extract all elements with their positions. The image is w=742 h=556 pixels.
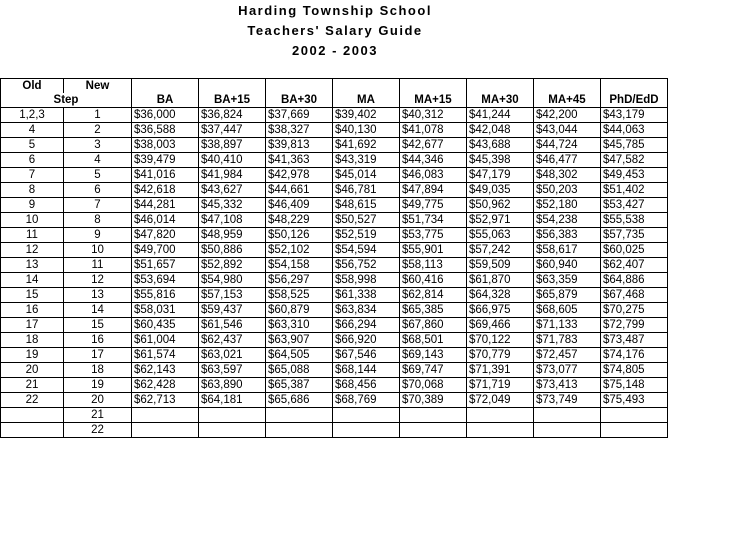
salary-cell: $50,203 <box>534 183 601 198</box>
salary-cell: $53,775 <box>400 228 467 243</box>
salary-cell: $47,820 <box>132 228 199 243</box>
salary-cell: $63,359 <box>534 273 601 288</box>
salary-cell: $68,144 <box>333 363 400 378</box>
new-step-cell: 15 <box>64 318 132 333</box>
header-blank <box>601 79 668 94</box>
new-step-cell: 6 <box>64 183 132 198</box>
salary-cell: $45,014 <box>333 168 400 183</box>
salary-cell: $71,719 <box>467 378 534 393</box>
salary-cell: $38,897 <box>199 138 266 153</box>
new-step-cell: 19 <box>64 378 132 393</box>
document-subtitle: Teachers' Salary Guide <box>247 23 423 38</box>
salary-cell: $41,363 <box>266 153 333 168</box>
salary-cell: $38,327 <box>266 123 333 138</box>
salary-cell: $72,799 <box>601 318 668 333</box>
salary-cell <box>199 408 266 423</box>
header-row-2 <box>1 93 668 108</box>
old-step-cell: 21 <box>1 378 64 393</box>
salary-cell: $41,016 <box>132 168 199 183</box>
salary-cell: $36,000 <box>132 108 199 123</box>
salary-cell: $71,391 <box>467 363 534 378</box>
salary-cell: $64,328 <box>467 288 534 303</box>
new-step-cell: 21 <box>64 408 132 423</box>
salary-cell: $73,487 <box>601 333 668 348</box>
table-row <box>1 228 668 243</box>
salary-cell: $58,617 <box>534 243 601 258</box>
new-step-cell: 8 <box>64 213 132 228</box>
header-ma: MA <box>333 93 400 108</box>
salary-cell: $63,310 <box>266 318 333 333</box>
old-step-cell: 14 <box>1 273 64 288</box>
salary-cell: $48,615 <box>333 198 400 213</box>
new-step-cell: 11 <box>64 258 132 273</box>
salary-cell: $62,713 <box>132 393 199 408</box>
new-step-cell: 4 <box>64 153 132 168</box>
salary-cell: $47,179 <box>467 168 534 183</box>
salary-cell: $65,088 <box>266 363 333 378</box>
table-row <box>1 153 668 168</box>
salary-cell: $68,501 <box>400 333 467 348</box>
salary-cell: $71,133 <box>534 318 601 333</box>
salary-cell: $51,734 <box>400 213 467 228</box>
salary-cell: $58,031 <box>132 303 199 318</box>
salary-cell <box>333 408 400 423</box>
salary-cell: $66,920 <box>333 333 400 348</box>
salary-cell: $42,677 <box>400 138 467 153</box>
salary-cell: $39,402 <box>333 108 400 123</box>
salary-cell: $70,389 <box>400 393 467 408</box>
salary-cell <box>601 423 668 438</box>
salary-cell: $52,102 <box>266 243 333 258</box>
salary-cell: $61,546 <box>199 318 266 333</box>
salary-cell: $46,781 <box>333 183 400 198</box>
salary-cell: $55,816 <box>132 288 199 303</box>
document-year: 2002 - 2003 <box>292 43 378 58</box>
header-blank <box>199 79 266 94</box>
salary-cell: $48,302 <box>534 168 601 183</box>
header-blank <box>534 79 601 94</box>
salary-cell: $70,068 <box>400 378 467 393</box>
salary-cell <box>266 408 333 423</box>
salary-cell: $57,735 <box>601 228 668 243</box>
salary-cell: $46,409 <box>266 198 333 213</box>
salary-cell: $53,694 <box>132 273 199 288</box>
salary-cell <box>400 423 467 438</box>
salary-cell: $54,594 <box>333 243 400 258</box>
salary-cell: $74,176 <box>601 348 668 363</box>
salary-cell: $65,686 <box>266 393 333 408</box>
salary-cell: $62,437 <box>199 333 266 348</box>
salary-cell: $47,582 <box>601 153 668 168</box>
salary-cell: $54,980 <box>199 273 266 288</box>
salary-cell: $41,692 <box>333 138 400 153</box>
old-step-cell: 12 <box>1 243 64 258</box>
header-step: Step <box>1 93 132 108</box>
salary-cell: $66,975 <box>467 303 534 318</box>
salary-cell: $49,775 <box>400 198 467 213</box>
old-step-cell: 22 <box>1 393 64 408</box>
salary-cell: $43,319 <box>333 153 400 168</box>
salary-cell: $38,003 <box>132 138 199 153</box>
salary-cell: $52,971 <box>467 213 534 228</box>
salary-cell <box>534 423 601 438</box>
salary-cell: $61,338 <box>333 288 400 303</box>
salary-cell: $70,122 <box>467 333 534 348</box>
new-step-cell: 17 <box>64 348 132 363</box>
new-step-cell: 1 <box>64 108 132 123</box>
salary-cell <box>266 423 333 438</box>
salary-cell: $41,078 <box>400 123 467 138</box>
old-step-cell: 4 <box>1 123 64 138</box>
header-row-1 <box>1 79 668 94</box>
salary-cell: $65,387 <box>266 378 333 393</box>
salary-cell: $74,805 <box>601 363 668 378</box>
table-row <box>1 288 668 303</box>
salary-cell: $43,627 <box>199 183 266 198</box>
salary-cell: $67,468 <box>601 288 668 303</box>
salary-cell: $46,083 <box>400 168 467 183</box>
salary-cell: $58,525 <box>266 288 333 303</box>
salary-cell: $57,242 <box>467 243 534 258</box>
salary-cell: $69,143 <box>400 348 467 363</box>
new-step-cell: 12 <box>64 273 132 288</box>
salary-cell: $60,435 <box>132 318 199 333</box>
salary-cell: $43,044 <box>534 123 601 138</box>
salary-cell: $42,618 <box>132 183 199 198</box>
table-row <box>1 363 668 378</box>
salary-cell: $44,661 <box>266 183 333 198</box>
salary-cell: $36,824 <box>199 108 266 123</box>
salary-cell: $60,940 <box>534 258 601 273</box>
old-step-cell: 11 <box>1 228 64 243</box>
salary-cell: $69,466 <box>467 318 534 333</box>
salary-cell: $64,181 <box>199 393 266 408</box>
new-step-cell: 5 <box>64 168 132 183</box>
salary-cell <box>132 408 199 423</box>
old-step-cell: 10 <box>1 213 64 228</box>
salary-cell: $64,505 <box>266 348 333 363</box>
salary-cell: $41,984 <box>199 168 266 183</box>
salary-cell <box>534 408 601 423</box>
new-step-cell: 18 <box>64 363 132 378</box>
old-step-cell: 20 <box>1 363 64 378</box>
salary-cell: $47,108 <box>199 213 266 228</box>
salary-cell: $60,025 <box>601 243 668 258</box>
salary-cell: $46,477 <box>534 153 601 168</box>
salary-cell: $46,014 <box>132 213 199 228</box>
header-ma-15: MA+15 <box>400 93 467 108</box>
new-step-cell: 3 <box>64 138 132 153</box>
salary-cell: $70,275 <box>601 303 668 318</box>
header-ma-30: MA+30 <box>467 93 534 108</box>
old-step-cell: 18 <box>1 333 64 348</box>
salary-cell: $37,447 <box>199 123 266 138</box>
header-ba-15: BA+15 <box>199 93 266 108</box>
table-row <box>1 168 668 183</box>
old-step-cell: 16 <box>1 303 64 318</box>
header-blank <box>266 79 333 94</box>
salary-cell: $59,509 <box>467 258 534 273</box>
table-row <box>1 393 668 408</box>
salary-cell: $51,402 <box>601 183 668 198</box>
salary-cell: $50,962 <box>467 198 534 213</box>
salary-cell: $45,332 <box>199 198 266 213</box>
salary-cell: $56,383 <box>534 228 601 243</box>
salary-cell: $62,428 <box>132 378 199 393</box>
salary-cell: $43,179 <box>601 108 668 123</box>
new-step-cell: 10 <box>64 243 132 258</box>
table-row <box>1 348 668 363</box>
salary-cell: $39,813 <box>266 138 333 153</box>
salary-cell <box>601 408 668 423</box>
old-step-cell: 19 <box>1 348 64 363</box>
old-step-cell: 1,2,3 <box>1 108 64 123</box>
header-blank <box>333 79 400 94</box>
salary-cell: $71,783 <box>534 333 601 348</box>
salary-cell: $52,180 <box>534 198 601 213</box>
salary-cell <box>132 423 199 438</box>
salary-cell: $59,437 <box>199 303 266 318</box>
header-ba: BA <box>132 93 199 108</box>
salary-cell: $61,004 <box>132 333 199 348</box>
table-row <box>1 378 668 393</box>
header-blank <box>132 79 199 94</box>
old-step-cell: 8 <box>1 183 64 198</box>
salary-cell: $49,453 <box>601 168 668 183</box>
salary-cell: $62,814 <box>400 288 467 303</box>
salary-cell: $61,870 <box>467 273 534 288</box>
salary-cell: $40,410 <box>199 153 266 168</box>
salary-cell: $45,785 <box>601 138 668 153</box>
new-step-cell: 13 <box>64 288 132 303</box>
salary-cell: $45,398 <box>467 153 534 168</box>
salary-cell: $70,779 <box>467 348 534 363</box>
salary-cell: $65,385 <box>400 303 467 318</box>
old-step-cell: 17 <box>1 318 64 333</box>
salary-cell: $42,200 <box>534 108 601 123</box>
salary-cell: $62,143 <box>132 363 199 378</box>
salary-cell: $47,894 <box>400 183 467 198</box>
new-step-cell: 2 <box>64 123 132 138</box>
salary-cell: $40,312 <box>400 108 467 123</box>
salary-table-body <box>1 79 668 438</box>
salary-cell: $67,546 <box>333 348 400 363</box>
salary-cell <box>333 423 400 438</box>
salary-cell: $61,574 <box>132 348 199 363</box>
table-row <box>1 243 668 258</box>
salary-cell: $50,126 <box>266 228 333 243</box>
salary-cell: $44,724 <box>534 138 601 153</box>
salary-cell: $58,113 <box>400 258 467 273</box>
salary-cell: $41,244 <box>467 108 534 123</box>
salary-cell: $68,605 <box>534 303 601 318</box>
salary-cell: $50,886 <box>199 243 266 258</box>
salary-cell: $55,538 <box>601 213 668 228</box>
new-step-cell: 22 <box>64 423 132 438</box>
salary-cell: $48,229 <box>266 213 333 228</box>
table-row <box>1 423 668 438</box>
salary-cell: $42,978 <box>266 168 333 183</box>
new-step-cell: 14 <box>64 303 132 318</box>
salary-cell <box>467 423 534 438</box>
salary-cell: $53,427 <box>601 198 668 213</box>
table-row <box>1 108 668 123</box>
salary-cell: $68,769 <box>333 393 400 408</box>
salary-cell: $73,749 <box>534 393 601 408</box>
salary-cell: $75,148 <box>601 378 668 393</box>
salary-cell: $56,297 <box>266 273 333 288</box>
salary-cell: $60,879 <box>266 303 333 318</box>
salary-cell: $49,035 <box>467 183 534 198</box>
salary-cell: $73,413 <box>534 378 601 393</box>
salary-cell: $54,238 <box>534 213 601 228</box>
salary-cell: $40,130 <box>333 123 400 138</box>
salary-cell: $39,479 <box>132 153 199 168</box>
salary-cell: $48,959 <box>199 228 266 243</box>
salary-cell: $63,907 <box>266 333 333 348</box>
table-row <box>1 138 668 153</box>
salary-cell: $63,834 <box>333 303 400 318</box>
salary-cell: $42,048 <box>467 123 534 138</box>
table-row <box>1 198 668 213</box>
salary-cell: $44,281 <box>132 198 199 213</box>
salary-cell: $63,597 <box>199 363 266 378</box>
salary-cell: $65,879 <box>534 288 601 303</box>
salary-cell: $51,657 <box>132 258 199 273</box>
salary-cell: $75,493 <box>601 393 668 408</box>
salary-cell: $64,886 <box>601 273 668 288</box>
salary-cell: $44,346 <box>400 153 467 168</box>
old-step-cell: 6 <box>1 153 64 168</box>
table-row <box>1 333 668 348</box>
salary-guide-table <box>0 78 668 438</box>
salary-cell: $69,747 <box>400 363 467 378</box>
salary-cell: $43,688 <box>467 138 534 153</box>
salary-cell: $63,890 <box>199 378 266 393</box>
salary-cell: $54,158 <box>266 258 333 273</box>
salary-cell: $73,077 <box>534 363 601 378</box>
salary-cell: $49,700 <box>132 243 199 258</box>
old-step-cell <box>1 423 64 438</box>
table-row <box>1 303 668 318</box>
salary-cell: $37,669 <box>266 108 333 123</box>
header-ma-45: MA+45 <box>534 93 601 108</box>
salary-cell <box>400 408 467 423</box>
table-row <box>1 183 668 198</box>
salary-cell: $57,153 <box>199 288 266 303</box>
salary-cell: $55,063 <box>467 228 534 243</box>
document-title: Harding Township School <box>238 3 432 18</box>
salary-cell: $50,527 <box>333 213 400 228</box>
table-row <box>1 258 668 273</box>
new-step-cell: 9 <box>64 228 132 243</box>
salary-cell: $55,901 <box>400 243 467 258</box>
new-step-cell: 20 <box>64 393 132 408</box>
salary-cell: $62,407 <box>601 258 668 273</box>
header-new: New <box>64 79 132 94</box>
salary-cell: $68,456 <box>333 378 400 393</box>
old-step-cell <box>1 408 64 423</box>
salary-cell: $60,416 <box>400 273 467 288</box>
new-step-cell: 7 <box>64 198 132 213</box>
salary-cell: $52,892 <box>199 258 266 273</box>
header-old: Old <box>1 79 64 94</box>
old-step-cell: 15 <box>1 288 64 303</box>
table-row <box>1 318 668 333</box>
table-row <box>1 213 668 228</box>
salary-cell: $44,063 <box>601 123 668 138</box>
salary-cell: $67,860 <box>400 318 467 333</box>
salary-cell <box>199 423 266 438</box>
salary-cell: $72,049 <box>467 393 534 408</box>
salary-cell <box>467 408 534 423</box>
salary-cell: $56,752 <box>333 258 400 273</box>
old-step-cell: 13 <box>1 258 64 273</box>
salary-cell: $72,457 <box>534 348 601 363</box>
header-phd-edd: PhD/EdD <box>601 93 668 108</box>
header-blank <box>467 79 534 94</box>
table-row <box>1 273 668 288</box>
table-row <box>1 123 668 138</box>
table-row <box>1 408 668 423</box>
salary-cell: $66,294 <box>333 318 400 333</box>
salary-cell: $36,588 <box>132 123 199 138</box>
salary-cell: $63,021 <box>199 348 266 363</box>
header-ba-30: BA+30 <box>266 93 333 108</box>
old-step-cell: 5 <box>1 138 64 153</box>
salary-cell: $58,998 <box>333 273 400 288</box>
new-step-cell: 16 <box>64 333 132 348</box>
old-step-cell: 7 <box>1 168 64 183</box>
old-step-cell: 9 <box>1 198 64 213</box>
header-blank <box>400 79 467 94</box>
salary-cell: $52,519 <box>333 228 400 243</box>
